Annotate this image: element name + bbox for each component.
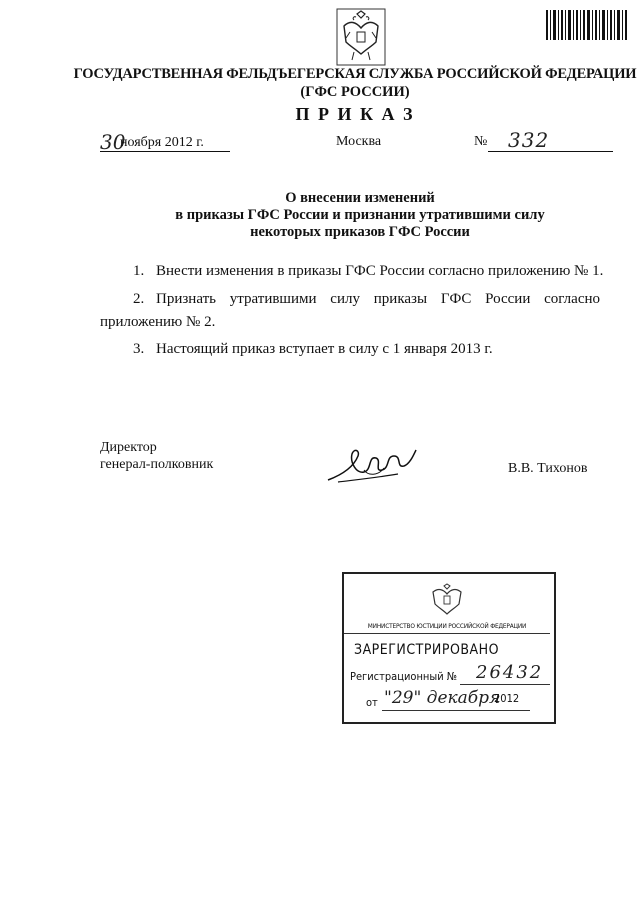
stamp-reg-label: Регистрационный № bbox=[350, 670, 458, 683]
order-number-handwritten: 332 bbox=[508, 128, 550, 152]
signer-position: Директор bbox=[100, 440, 157, 455]
item-number: 2. bbox=[133, 291, 145, 307]
stamp-from-label: от bbox=[366, 696, 378, 709]
item-text: Настоящий приказ вступает в силу с 1 января 2013 г. bbox=[156, 341, 493, 357]
stamp-date-underline bbox=[382, 710, 530, 711]
item-continuation: приложению № 2. bbox=[100, 314, 216, 330]
item-number: 1. bbox=[133, 263, 145, 279]
item-text: Признать утратившими силу приказы ГФС России согласно bbox=[156, 291, 600, 307]
order-date bbox=[100, 130, 230, 152]
title-line-2: в приказы ГФС России и признании утратившими силу bbox=[175, 207, 545, 223]
document-type: П Р И К А З bbox=[295, 104, 415, 124]
stamp-divider bbox=[344, 633, 550, 634]
signer-rank: генерал-полковник bbox=[100, 457, 214, 472]
item-number: 3. bbox=[133, 341, 145, 357]
order-number-label: № bbox=[474, 134, 488, 149]
city: Москва bbox=[336, 134, 382, 149]
agency-short-name: (ГФС РОССИИ) bbox=[300, 84, 410, 100]
registration-stamp bbox=[342, 572, 556, 724]
barcode bbox=[546, 10, 628, 40]
agency-name: ГОСУДАРСТВЕННАЯ ФЕЛЬДЪЕГЕРСКАЯ СЛУЖБА РОССИЙСКОЙ ФЕДЕРАЦИИ bbox=[73, 66, 637, 82]
item-text: Внести изменения в приказы ГФС России согласно приложению № 1. bbox=[156, 263, 604, 279]
title-line-3: некоторых приказов ГФС России bbox=[250, 224, 470, 240]
title-line-1: О внесении изменений bbox=[285, 190, 435, 206]
stamp-reg-year: 2012 bbox=[494, 692, 520, 705]
stamp-emblem bbox=[428, 582, 466, 618]
coat-of-arms-emblem bbox=[336, 8, 386, 66]
date-day-handwritten: 30 bbox=[100, 130, 126, 154]
stamp-reg-date-handwritten: "29" декабря bbox=[384, 688, 501, 708]
stamp-registered: ЗАРЕГИСТРИРОВАНО bbox=[354, 642, 499, 658]
stamp-ministry: МИНИСТЕРСТВО ЮСТИЦИИ РОССИЙСКОЙ ФЕДЕРАЦИИ bbox=[367, 622, 527, 630]
stamp-reg-number-handwritten: 26432 bbox=[476, 662, 544, 683]
date-month-year: ноября 2012 г. bbox=[120, 135, 204, 150]
handwritten-signature bbox=[324, 444, 420, 486]
stamp-reg-number-underline bbox=[460, 684, 550, 685]
signer-name: В.В. Тихонов bbox=[508, 461, 588, 476]
number-underline bbox=[488, 151, 613, 152]
